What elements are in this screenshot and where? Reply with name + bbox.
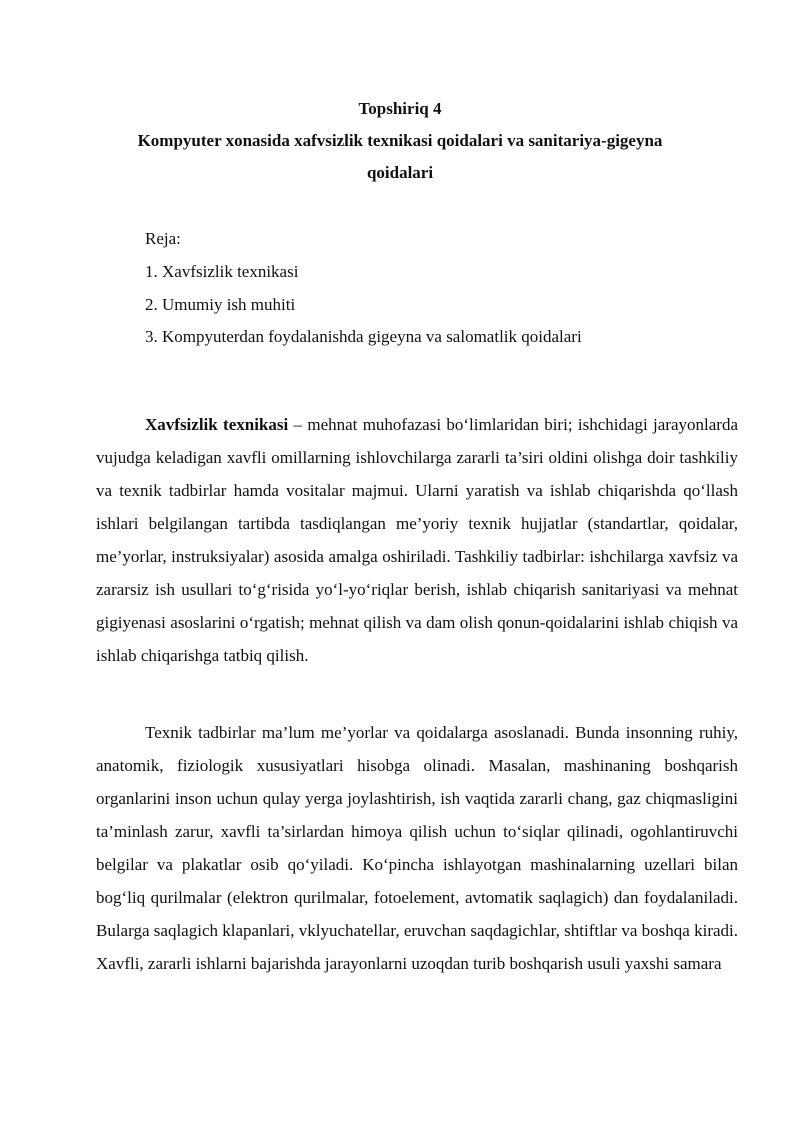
paragraph-text: Texnik tadbirlar ma’lum me’yorlar va qoidalarga asoslanadi. Bunda insonning ruhiy, anatomik, fiziologik xususiyatlari hisobga olinadi. Masalan, mashinaning boshqarish organlarini inson uchun qulay yerga joylashtirish, ish vaqtida zararli chang, gaz chiqmasligini ta’minlash zarur, xavfli ta’sirlardan himoya qilish uchun to‘siqlar qilinadi, ogohlantiruvchi belgilar va plakatlar osib qo‘yiladi. Ko‘pincha ishlayotgan mashinalarning uzellari bilan bog‘liq qurilmalar (elektron qurilmalar, fotoelement, avtomatik saqlagich) dan foydalaniladi. Bularga saqlagich klapanlari, vklyuchatellar, eruvchan saqdagichlar, shtiftlar va boshqa kiradi. Xavfli, zararli ishlarni bajarishda jarayonlarni uzoqdan turib boshqarish usuli yaxshi samara	[96, 723, 738, 973]
plan-heading: Reja:	[145, 229, 181, 248]
paragraph-technical-measures	[96, 716, 738, 980]
paragraph-safety-engineering	[96, 408, 738, 672]
document-title: Topshiriq 4	[358, 99, 442, 118]
plan-item: 2. Umumiy ish muhiti	[145, 295, 296, 314]
document-subtitle-line-1: Kompyuter xonasida xafvsizlik texnikasi qoidalari va sanitariya-gigeyna	[137, 131, 663, 150]
plan-item: 1. Xavfsizlik texnikasi	[145, 262, 299, 281]
paragraph-term: Xavfsizlik texnikasi	[145, 415, 289, 434]
paragraph-text: – mehnat muhofazasi bo‘limlaridan biri; ishchidagi jarayonlarda vujudga keladigan xavfli omillarning ishlovchilarga zararli ta’siri oldini olishga doir tashkiliy va texnik tadbirlar hamda vositalar majmui. Ularni yaratish va ishlab chiqarishda qo‘llash ishlari belgilangan tartibda tasdiqlangan me’yoriy texnik hujjatlar (standartlar, qoidalar, me’yorlar, instruksiyalar) asosida amalga oshiriladi. Tashkiliy tadbirlar: ishchilarga xavfsiz va zararsiz ish usullari to‘g‘risida yo‘l-yo‘riqlar berish, ishlab chiqarish sanitariyasi va mehnat gigiyenasi asoslarini o‘rgatish; mehnat qilish va dam olish qonun-qoidalarini ishlab chiqish va ishlab chiqarishga tatbiq qilish.	[96, 415, 738, 665]
document-subtitle-line-2: qoidalari	[366, 163, 434, 182]
plan-item: 3. Kompyuterdan foydalanishda gigeyna va salomatlik qoidalari	[145, 327, 582, 346]
